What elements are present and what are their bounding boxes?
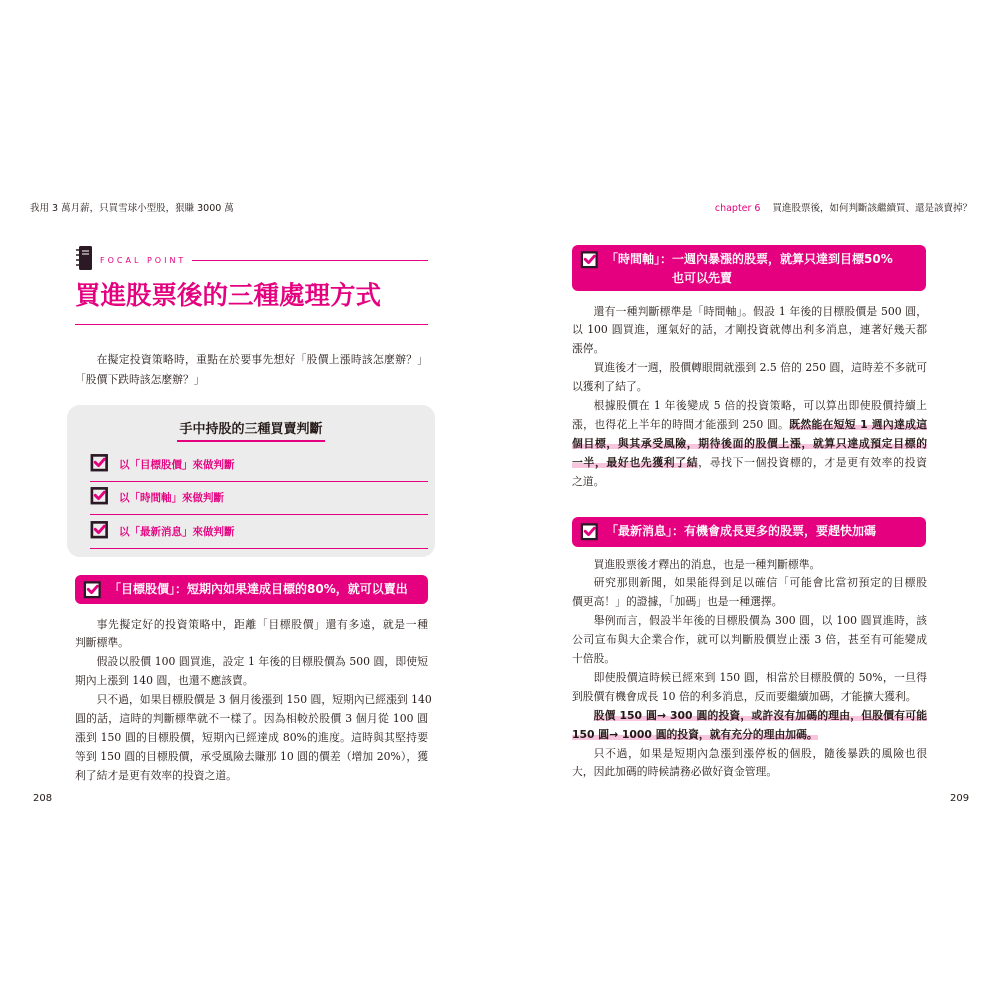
text-line: 買進股票後才釋出的消息，也是一種判斷標準。 xyxy=(593,557,821,571)
highlighted-text: 150 圓→ 1000 圓的投資，就有充分的理由加碼。 xyxy=(572,727,818,741)
text-line: 舉例而言，假設半年後的目標股價為 300 圓，以 100 圓買進時，該 xyxy=(593,614,927,628)
text-line xyxy=(572,416,927,435)
paragraph xyxy=(572,707,927,745)
text-line: 十倍股。 xyxy=(572,652,616,666)
text-line: 以獲利了結了。 xyxy=(572,380,648,394)
text-line: 研究那則新聞，如果能得到足以確信「可能會比當初預定的目標股 xyxy=(593,576,927,590)
summary-box xyxy=(67,405,435,557)
intro-paragraph xyxy=(75,350,428,390)
text-line: 還有一種判斷標準是「時間軸」。假設 1 年後的目標股價是 500 圓， xyxy=(593,304,927,318)
banner-text: 有機會成長更多的股票，要趕快加碼 xyxy=(684,524,877,538)
text-segment: 漲，也得花上半年的時間才能漲到 250 圓。 xyxy=(572,417,790,431)
text-line: 根據股價在 1 年後變成 5 倍的投資策略，可以算出即使股價持續上 xyxy=(593,399,927,413)
text-line: 漲停。 xyxy=(572,342,605,356)
running-header-left: 我用 3 萬月薪，只買雪球小型股，狠賺 3000 萬 xyxy=(30,203,234,214)
summary-item-label: 以「最新消息」來做判斷 xyxy=(119,525,235,538)
paragraph xyxy=(75,350,428,390)
checkbox-checked-icon xyxy=(580,522,599,547)
section-banner-latest-news xyxy=(572,517,926,547)
text-line: 「股價下跌時該怎麼辦？」 xyxy=(75,373,205,386)
focal-point-rule xyxy=(192,260,428,261)
section-body-latest-news xyxy=(572,556,927,783)
text-line: 等到 150 圓的目標股價，承受風險去賺那 10 圓的價差（增加 20%），獲 xyxy=(75,749,428,763)
text-line: 以 100 圓買進，運氣好的話，才剛投資就傳出利多消息，連著好幾天都 xyxy=(572,323,927,337)
summary-box-title: 手中持股的三種買賣判斷 xyxy=(177,421,324,442)
text-line: 利了結才是更有效率的投資之道。 xyxy=(75,768,237,782)
text-line: 買進後才一週，股價轉眼間就漲到 2.5 倍的 250 圓，這時差不多就可 xyxy=(593,361,927,375)
section-banner-timeline xyxy=(572,245,926,291)
banner-text: 一週內暴漲的股票，就算只達到目標50% xyxy=(672,252,893,266)
notebook-icon xyxy=(75,245,93,275)
summary-list xyxy=(90,448,428,549)
paragraph xyxy=(572,556,927,575)
text-line: 價更高！」的證據，「加碼」也是一種選擇。 xyxy=(572,595,783,609)
text-line xyxy=(572,707,927,726)
paragraph xyxy=(572,303,927,360)
text-line: 大，因此加碼的時候請務必做好資金管理。 xyxy=(572,765,778,779)
running-header-right xyxy=(715,200,972,214)
text-line: 假設以股價 100 圓買進，設定 1 年後的目標股價為 500 圓，即使短 xyxy=(96,655,428,669)
banner-label: 「目標股價」： xyxy=(109,582,188,596)
section-banner-target-price xyxy=(75,575,428,604)
paragraph xyxy=(572,669,927,707)
checkbox-checked-icon xyxy=(83,580,102,605)
text-line xyxy=(572,726,927,745)
text-line: 之道。 xyxy=(572,474,605,488)
highlighted-text: 股價 150 圓→ 300 圓的投資，或許沒有加碼的理由，但股價有可能 xyxy=(593,708,927,722)
highlighted-text: 個目標，與其承受風險，期待後面的股價上漲，就算只達成預定目標的 xyxy=(572,436,927,450)
paragraph xyxy=(75,691,432,786)
banner-text: 短期內如果達成目標的80%，就可以賣出 xyxy=(187,582,408,596)
focal-point-row xyxy=(75,247,428,273)
text-line: 在擬定投資策略時，重點在於要事先想好「股價上漲時該怎麼辦？」 xyxy=(96,353,428,366)
text-line: 只不過，如果是短期內急漲到漲停板的個股，隨後暴跌的風險也很 xyxy=(593,746,927,760)
section-body-target-price xyxy=(75,616,432,786)
text-line: 期內上漲到 140 圓，也還不應該賣。 xyxy=(75,674,254,688)
text-line xyxy=(572,435,927,454)
text-line: 事先擬定好的投資策略中，距離「目標股價」還有多遠，就是一種 xyxy=(96,617,428,631)
summary-item-target-price xyxy=(90,448,428,482)
page-number-left: 208 xyxy=(33,793,53,804)
highlighted-text: 一半，最好也先獲利了結 xyxy=(572,455,699,469)
focal-point-label: FOCAL POINT xyxy=(100,255,187,265)
banner-label: 「最新消息」： xyxy=(606,524,685,538)
page-title: 買進股票後的三種處理方式 xyxy=(75,281,382,311)
summary-item-label: 以「時間軸」來做判斷 xyxy=(119,492,224,505)
summary-item-latest-news xyxy=(90,515,428,549)
checkbox-checked-icon xyxy=(90,486,109,509)
checkbox-checked-icon xyxy=(90,453,109,476)
highlighted-text: 既然能在短短 1 週內達成這 xyxy=(789,417,927,431)
paragraph xyxy=(572,397,927,492)
section-body-timeline xyxy=(572,303,927,492)
checkbox-checked-icon xyxy=(580,250,599,275)
page-number-right: 209 xyxy=(950,793,970,804)
paragraph xyxy=(572,612,927,669)
paragraph xyxy=(572,574,927,612)
text-line: 公司宣布與大企業合作，就可以判斷股價豈止漲 3 倍，甚至有可能變成 xyxy=(572,633,927,647)
paragraph xyxy=(572,745,927,783)
chapter-label: chapter 6 xyxy=(714,203,761,214)
banner-label: 「時間軸」： xyxy=(606,252,673,266)
text-line: 到股價有機會成長 10 倍的利多消息，反而要繼續加碼，才能擴大獲利。 xyxy=(572,689,917,703)
text-line: 即使股價這時候已經來到 150 圓，相當於目標股價的 50%，一旦得 xyxy=(593,670,927,684)
paragraph xyxy=(75,616,428,654)
text-segment: ，尋找下一個投資標的，才是更有效率的投資 xyxy=(698,455,928,469)
title-divider xyxy=(75,324,428,325)
text-line: 只不過，如果目標股價是 3 個月後漲到 150 圓，短期內已經漲到 140 xyxy=(96,693,432,707)
text-line xyxy=(572,454,927,473)
summary-item-timeline xyxy=(90,482,428,516)
checkbox-checked-icon xyxy=(90,520,109,543)
chapter-title: 買進股票後，如何判斷該繼續買、還是該賣掉？ xyxy=(772,203,972,214)
text-line: 漲到 150 圓的目標股價，短期內已經達成 80%的進度。這時與其堅持要 xyxy=(75,730,428,744)
text-line: 圓的話，這時的判斷標準就不一樣了。因為相較於股價 3 個月從 100 圓 xyxy=(75,712,428,726)
paragraph xyxy=(572,359,927,397)
banner-text: 也可以先賣 xyxy=(672,270,733,285)
summary-item-label: 以「目標股價」來做判斷 xyxy=(119,458,235,471)
paragraph xyxy=(75,653,428,691)
text-line: 判斷標準。 xyxy=(75,636,129,650)
